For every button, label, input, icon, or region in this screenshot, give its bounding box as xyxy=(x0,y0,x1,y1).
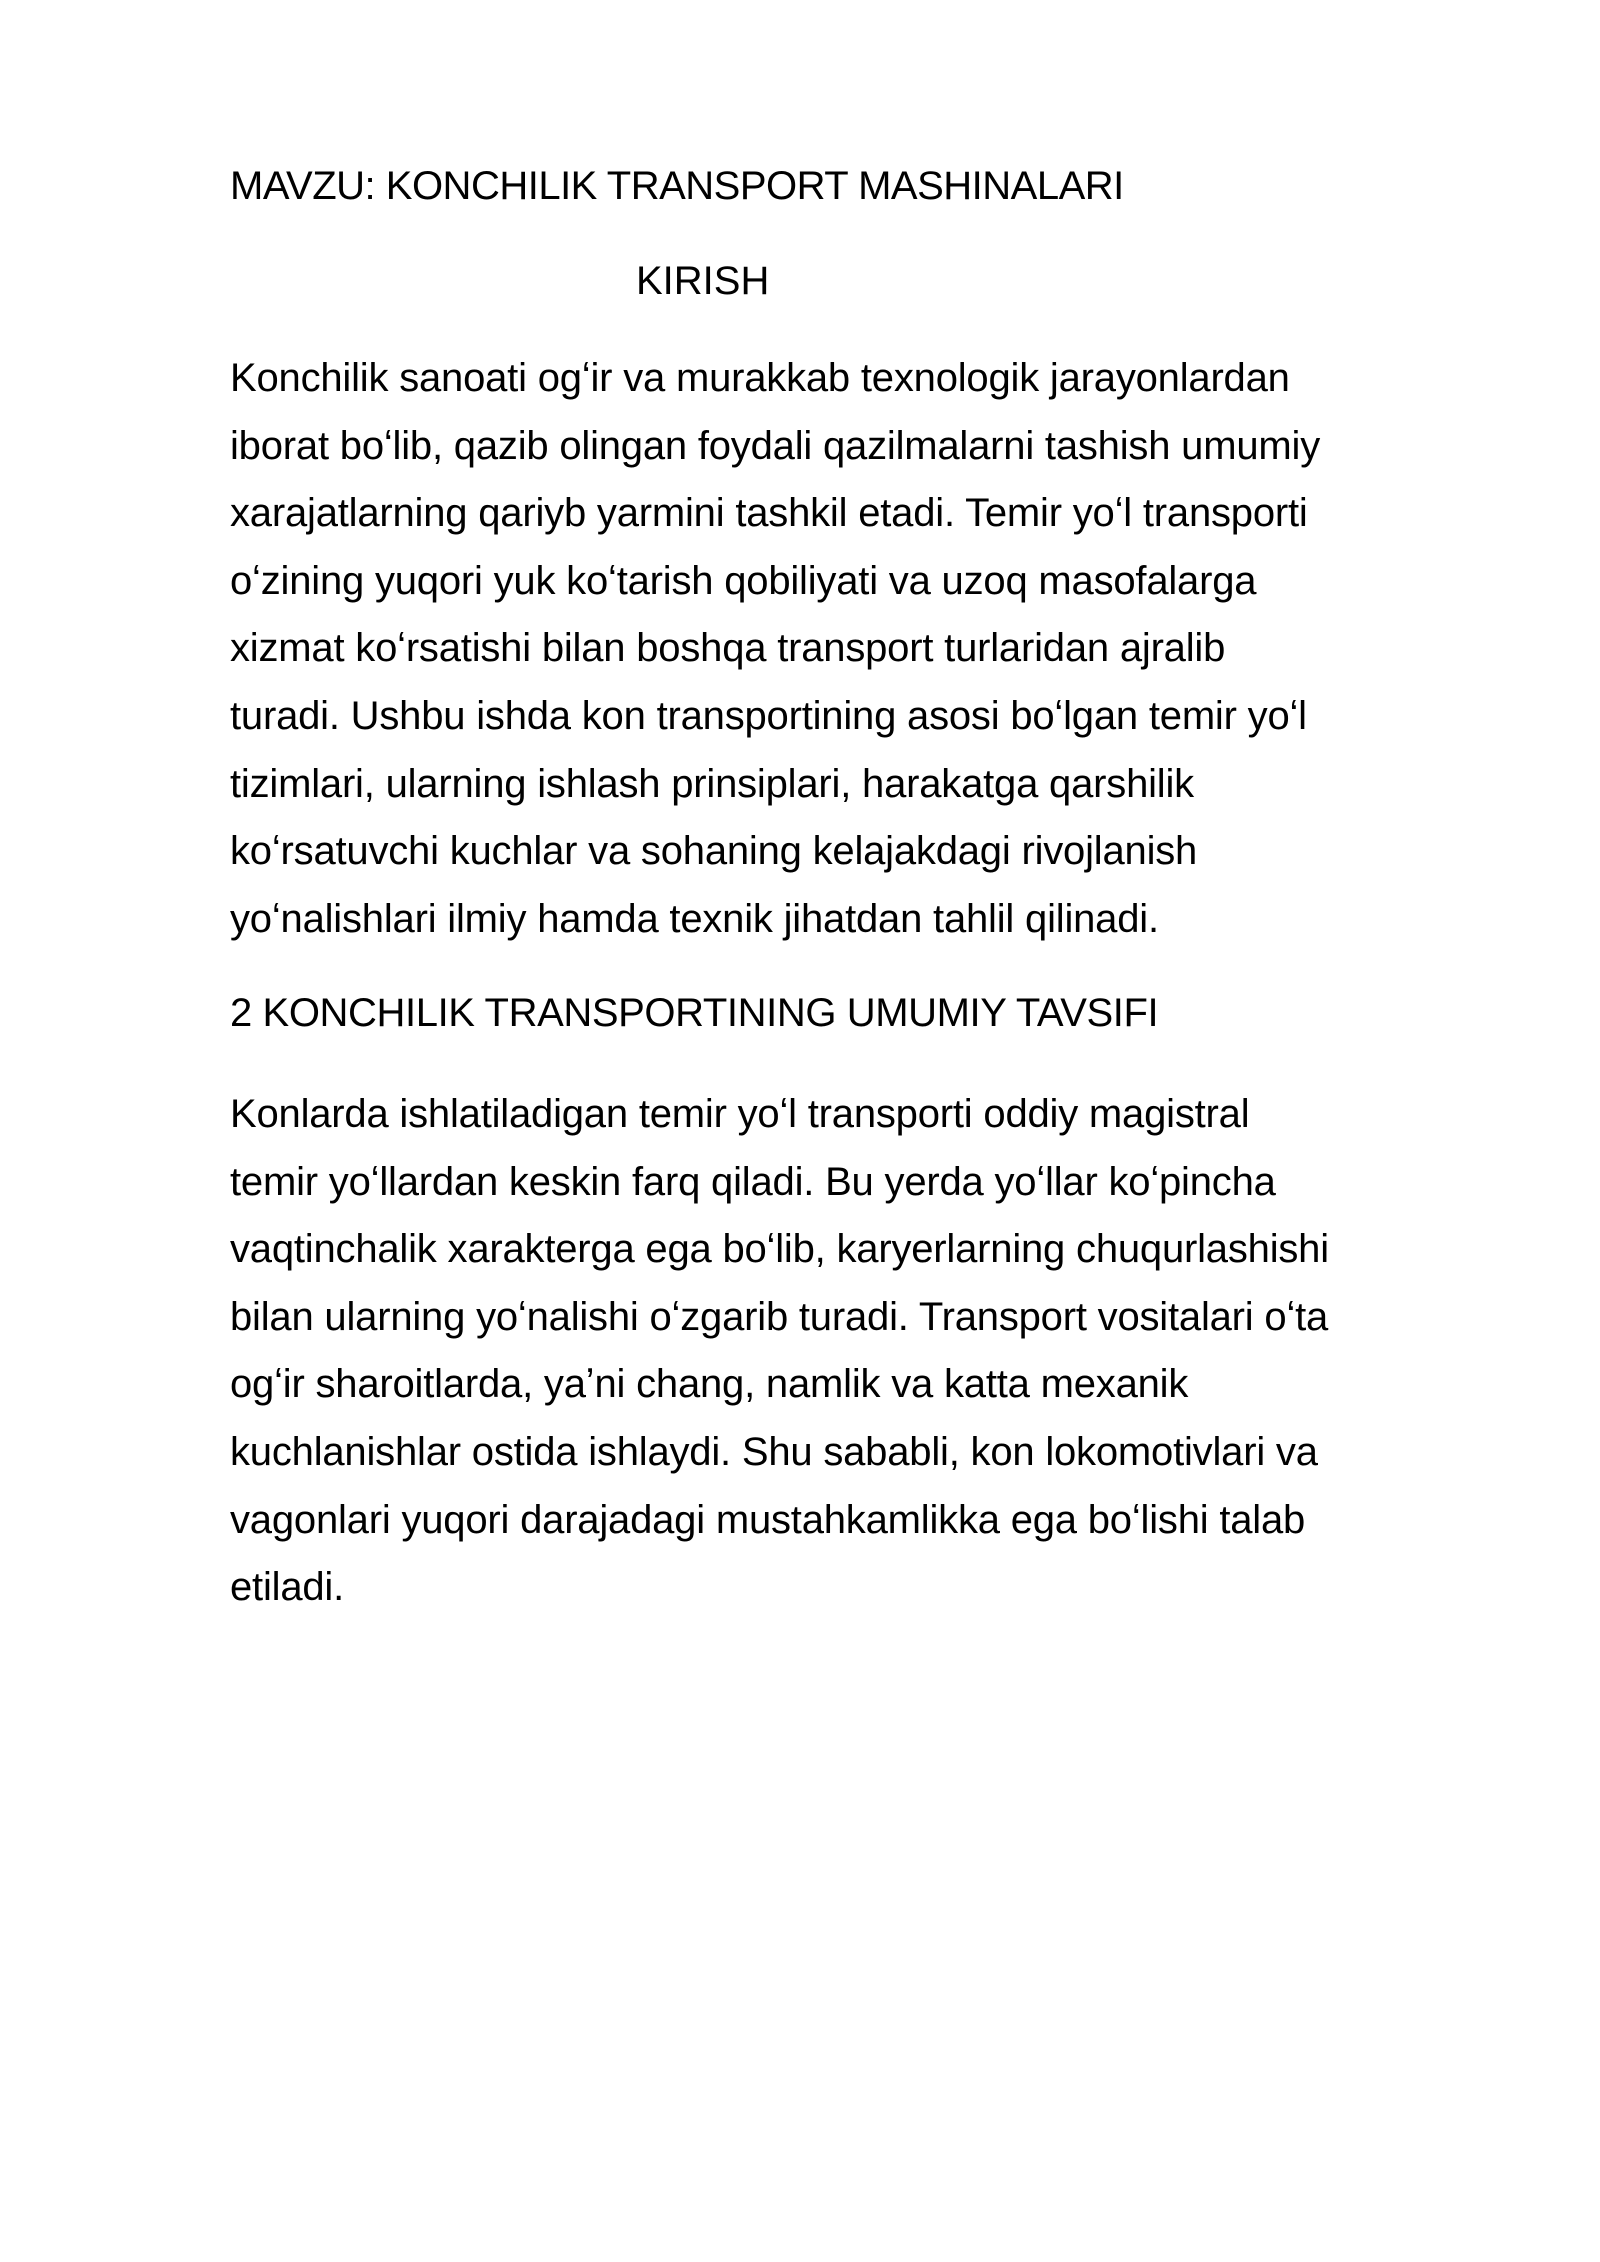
section-2-line: etiladi. xyxy=(230,1565,345,1610)
intro-paragraph xyxy=(230,345,1520,953)
intro-line: koʻrsatuvchi kuchlar va sohaning kelajakdagi rivojlanish xyxy=(230,829,1198,874)
intro-line: xizmat koʻrsatishi bilan boshqa transport turlaridan ajralib xyxy=(230,626,1226,671)
intro-line: yoʻnalishlari ilmiy hamda texnik jihatdan tahlil qilinadi. xyxy=(230,896,1159,941)
section-2-heading: 2 KONCHILIK TRANSPORTINING UMUMIY TAVSIFI xyxy=(230,991,1159,1035)
section-2-line: vagonlari yuqori darajadagi mustahkamlikka ega boʻlishi talab xyxy=(230,1497,1306,1542)
section-2-line: temir yoʻllardan keskin farq qiladi. Bu yerda yoʻllar koʻpincha xyxy=(230,1159,1276,1204)
section-2-paragraph xyxy=(230,1081,1520,1622)
section-2-line: kuchlanishlar ostida ishlaydi. Shu sababli, kon lokomotivlari va xyxy=(230,1429,1318,1474)
intro-line: iborat boʻlib, qazib olingan foydali qazilmalarni tashish umumiy xyxy=(230,423,1320,468)
document-title: MAVZU: KONCHILIK TRANSPORT MASHINALARI xyxy=(230,164,1124,208)
section-2-line: Konlarda ishlatiladigan temir yoʻl transporti oddiy magistral xyxy=(230,1092,1250,1136)
intro-line: oʻzining yuqori yuk koʻtarish qobiliyati va uzoq masofalarga xyxy=(230,558,1257,603)
intro-line: turadi. Ushbu ishda kon transportining asosi boʻlgan temir yoʻl xyxy=(230,693,1307,738)
intro-line: xarajatlarning qariyb yarmini tashkil etadi. Temir yoʻl transporti xyxy=(230,491,1308,536)
section-2-line: vaqtinchalik xarakterga ega boʻlib, karyerlarning chuqurlashishi xyxy=(230,1227,1329,1272)
intro-heading: KIRISH xyxy=(636,259,770,303)
section-2-line: ogʻir sharoitlarda, yaʼni chang, namlik va katta mexanik xyxy=(230,1362,1189,1407)
intro-line: tizimlari, ularning ishlash prinsiplari, harakatga qarshilik xyxy=(230,761,1194,806)
section-2-line: bilan ularning yoʻnalishi oʻzgarib turadi. Transport vositalari oʻta xyxy=(230,1294,1329,1339)
intro-line: Konchilik sanoati ogʻir va murakkab texnologik jarayonlardan xyxy=(230,356,1290,400)
